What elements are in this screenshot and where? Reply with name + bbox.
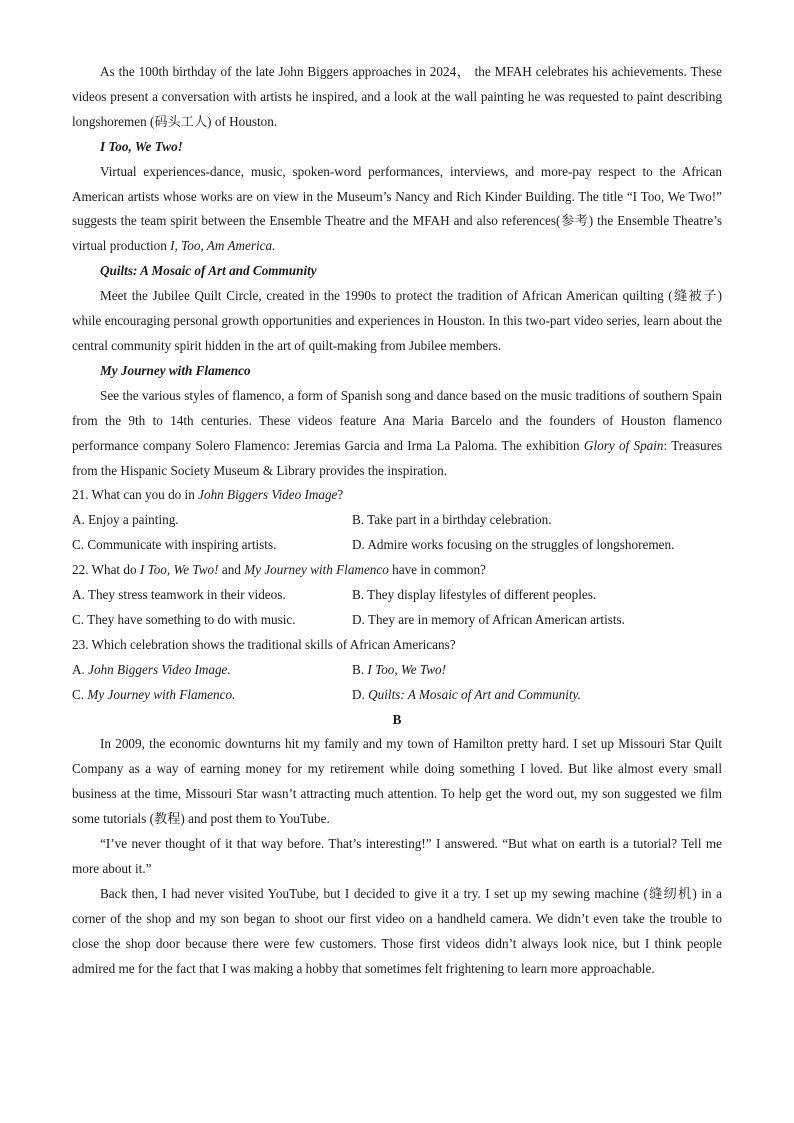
option-a: A. Enjoy a painting. (72, 512, 179, 528)
question-stem: 21. What can you do in John Biggers Video Image? (72, 487, 344, 503)
section-b-paragraph: Back then, I had never visited YouTube, but I decided to give it a try. I set up my sewing machine (缝纫机) in a corner of the shop and my son began to shoot our first video on a handheld camera. We didn’t even take the trouble to close the shop door because there were few customers. Those first videos didn’t always look nice, but I think people admired me for the fact that I was making a hobby that sometimes felt frightening to learn more approachable. (72, 885, 722, 976)
option-c: C. My Journey with Flamenco. (72, 686, 236, 702)
item-heading: Quilts: A Mosaic of Art and Community (100, 263, 317, 279)
option-b: B. Take part in a birthday celebration. (352, 512, 552, 528)
question-options (72, 658, 722, 708)
section-b-paragraph: “I’ve never thought of it that way before. That’s interesting!” I answered. “But what on earth is a tutorial? Tell me more about it.” (72, 836, 722, 876)
item-paragraph: Meet the Jubilee Quilt Circle, created in the 1990s to protect the tradition of African American quilting (缝被子) while encouraging personal growth opportunities and experiences in Houston. In this two-part video series, learn about the central community spirit hidden in the art of quilt-making from Jubilee members. (72, 288, 722, 353)
question-stem: 23. Which celebration shows the traditional skills of African Americans? (72, 636, 456, 652)
option-d: D. Quilts: A Mosaic of Art and Community. (352, 686, 581, 702)
option-a: A. They stress teamwork in their videos. (72, 587, 286, 603)
option-c: C. They have something to do with music. (72, 611, 296, 627)
option-d: D. They are in memory of African American artists. (352, 611, 625, 627)
item-heading: I Too, We Two! (100, 138, 183, 154)
question-stem: 22. What do I Too, We Two! and My Journey with Flamenco have in common? (72, 562, 486, 578)
item-paragraph: Virtual experiences-dance, music, spoken-word performances, interviews, and more-pay respect to the African American artists whose works are on view in the Museum’s Nancy and Rich Kinder Building. The title “I Too, We Two!” suggests the team spirit between the Ensemble Theatre and the MFAH and also references(参考) the Ensemble Theatre’s virtual production I, Too, Am America. (72, 163, 722, 254)
question-options (72, 508, 722, 558)
reading-passage (72, 60, 722, 982)
section-label: B (392, 711, 402, 727)
question-options (72, 583, 722, 633)
intro-paragraph: As the 100th birthday of the late John Biggers approaches in 2024， the MFAH celebrates his achievements. These videos present a conversation with artists he inspired, and a look at the wall painting he was requested to paint describing longshoremen (码头工人) of Houston. (72, 64, 722, 129)
option-c: C. Communicate with inspiring artists. (72, 537, 277, 553)
item-heading: My Journey with Flamenco (100, 362, 251, 378)
option-a: A. John Biggers Video Image. (72, 661, 231, 677)
section-b-paragraph: In 2009, the economic downturns hit my family and my town of Hamilton pretty hard. I set up Missouri Star Quilt Company as a way of earning money for my retirement while doing something I loved. But like almost every small business at the time, Missouri Star wasn’t attracting much attention. To help get the word out, my son suggested we film some tutorials (教程) and post them to YouTube. (72, 736, 722, 827)
option-b: B. I Too, We Two! (352, 661, 447, 677)
item-paragraph: See the various styles of flamenco, a form of Spanish song and dance based on the music traditions of southern Spain from the 9th to 14th centuries. These videos feature Ana Maria Barcelo and the founders of Houston flamenco performance company Solero Flamenco: Jeremias Garcia and Irma La Paloma. The exhibition Glory of Spain: Treasures from the Hispanic Society Museum & Library provides the inspiration. (72, 387, 722, 478)
option-b: B. They display lifestyles of different peoples. (352, 587, 597, 603)
option-d: D. Admire works focusing on the struggles of longshoremen. (352, 537, 675, 553)
